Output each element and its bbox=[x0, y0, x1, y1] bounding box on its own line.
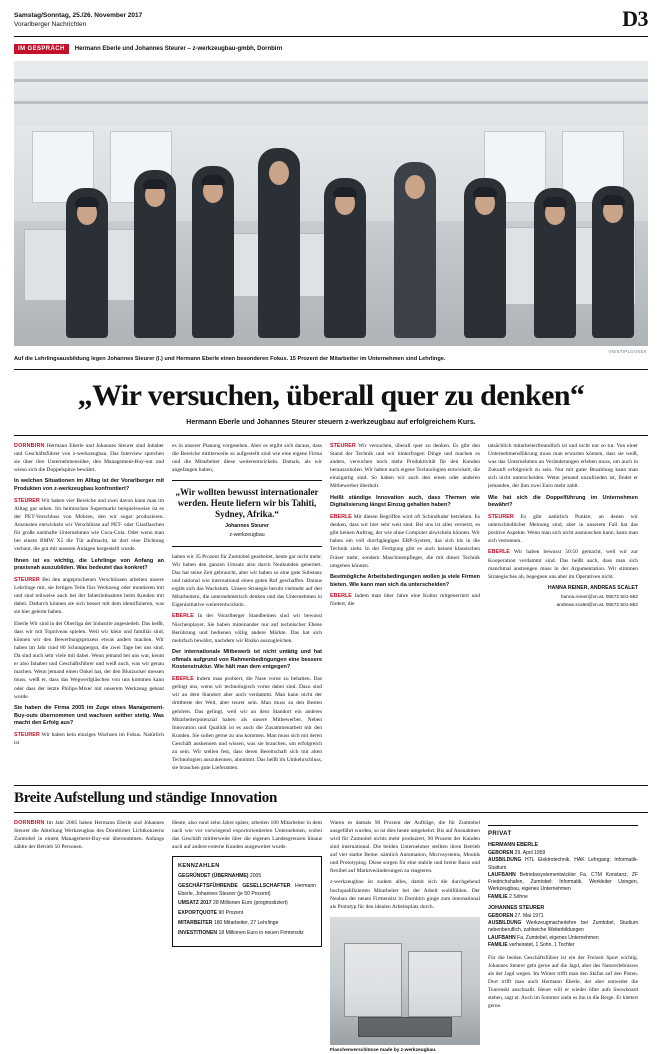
bio-key: GEBOREN bbox=[488, 850, 513, 856]
lower-column-1 bbox=[14, 819, 164, 855]
factbox-row bbox=[178, 883, 316, 898]
dateline: DORNBIRN bbox=[14, 443, 45, 449]
byline-email-2[interactable]: andreas.scalet@vn.at, 05572 501-862 bbox=[488, 602, 638, 609]
interview-question: In welchen Situationen im Alltag ist der Vorarlberger mit Produkten von z-werkzeugbau konfrontiert? bbox=[14, 478, 164, 493]
interview-question: Der internationale Mitbewerb ist nicht untätig und hat oftmals aufgrund von Rahmenbedingungen eine bessere Kostenstruktur. Wie hält man dem entgegen? bbox=[172, 649, 322, 672]
bio-key: FAMILIE bbox=[488, 942, 508, 948]
byline bbox=[488, 585, 638, 609]
speaker-label: EBERLE bbox=[330, 514, 352, 520]
bio-key: AUSBILDUNG bbox=[488, 920, 521, 926]
speaker-label: EBERLE bbox=[488, 549, 510, 555]
dateline: DORNBIRN bbox=[14, 820, 45, 826]
photo-person-cap bbox=[75, 197, 99, 207]
speaker-label: EBERLE bbox=[172, 676, 194, 682]
photo-beam bbox=[14, 101, 648, 104]
subheadline: Hermann Eberle und Johannes Steurer steuern z-werkzeugbau auf erfolgreichem Kurs. bbox=[30, 418, 632, 427]
bio-value: Fa. Zumtobel, eigenes Unternehmen bbox=[517, 935, 598, 941]
bio-line bbox=[488, 857, 638, 872]
interview-question: Heißt ständige Innovation auch, dass Themen wie Digitalisierung längst Einzug gehalten haben? bbox=[330, 495, 480, 510]
factbox-key: EXPORTQUOTE bbox=[178, 910, 217, 916]
article-column-4 bbox=[488, 442, 638, 609]
kicker-tag: IM GESPRÄCH bbox=[14, 44, 69, 54]
byline-authors: HANNA REINER, ANDREAS SCALET bbox=[548, 585, 638, 591]
speaker-label: STEURER bbox=[14, 577, 40, 583]
bio-value: 2 Söhne bbox=[509, 894, 528, 900]
bio-line bbox=[488, 913, 638, 920]
bio-value: 29. April 1959 bbox=[515, 850, 546, 856]
interview-answer: Wir haben vier Bereiche und zwei davon kann man im Alltag gut sehen. Im heimischen Supermarkt beispielsweise ist es der PET-Verschluss von Mohren, den wir sogar produzieren. Ansonsten entwickeln wir Verschlüsse auf PET- oder Glasflaschen für große namhafte Unternehmen wie Coca-Cola. Oder wenn man bei einem BMW X5 die Tür aufmacht, ist dort eine Dichtung verbaut, die gut mit unseren Anlagen hergestellt wurde. bbox=[14, 498, 164, 553]
bio-value: Betriebssystementwickler Fa. CTM Konstanz, ZF Friedrichshafen, Zumtobel: Informatik, Werkleiter Usingen, Werkzeugbau, eigenes Unternehmen bbox=[488, 872, 638, 893]
interview-answer: In der Vorarlberger Standbeinen sind wir bewusst Nischenplayer. Sie haben miteinander nur auf technischer Ebene Berührung und bedienen völlig andere Märkte. Das hat sich mehrfach bewährt, nachdem wir Risiko auszugleichen. bbox=[172, 613, 322, 643]
masthead-left bbox=[14, 12, 142, 30]
photo-person-cap bbox=[333, 187, 357, 197]
article-column-3 bbox=[330, 442, 480, 612]
speaker-label: EBERLE bbox=[330, 593, 352, 599]
photo-person-cap bbox=[201, 175, 225, 185]
secondary-photo-object bbox=[408, 951, 462, 1017]
photo-person-cap bbox=[143, 179, 167, 189]
factbox-value: 18 Millionen Euro in neuen Firmensitz bbox=[218, 930, 303, 936]
pull-quote bbox=[172, 480, 322, 546]
bio-key: LAUFBAHN bbox=[488, 872, 516, 878]
paragraph: Waren es damals 90 Prozent der Aufträge, die für Zumtobel ausgeführt wurden, so ist dies heute umgekehrt. Bis auf Ausnahmen wird für Zumtobel nichts mehr produziert, 90 Prozent der Kunden sind international. Die beiden Unternehmer stellten ihren Betrieb auf vier starke Beine: nämlich Automation, Microsystems, Moulds und Prototyping. Diese sorgen für eine stabile und breite Basis und flexibel auf Marktveränderungen zu reagieren. bbox=[330, 819, 480, 876]
interview-question: Sie haben die Firma 2005 im Zuge eines Management-Buy-outs übernommen und wachsen seither stetig. Was macht den Erfolg aus? bbox=[14, 705, 164, 728]
factbox-key: GEGRÜNDET (ÜBERNAHME) bbox=[178, 873, 248, 879]
paragraph: tatsächlich mitarbeiterfreundlich ist und nicht nur so tut. Von einer Unternehmensführung muss man erwarten können, dass sie weiß, was das Unternehmen an Veränderungen erleben muss, um auch in Zukunft erfolgreich zu sein. Nur mit guter Bezahlung kann man sich nicht unterscheiden. Wenn jemand unzufrieden ist, findet er jemanden, der ihm zwei Euro mehr zahlt. bbox=[488, 442, 638, 491]
interview-answer: Wir versuchen, überall quer zu denken. Es gibt den Stand der Technik und wir hinterfragen Dinge und machen es anders, versuchen noch mehr Produktivität für den Kunden herauszuholen. Wir haben auch eigene Technologien entwickelt, die einzigartig sind. So haben wir auch den einen oder anderen Mitbewerber überholt. bbox=[330, 443, 480, 490]
photo-beam bbox=[14, 79, 648, 82]
pull-quote-attribution-role: z-werkzeugbau bbox=[172, 532, 322, 540]
secondary-photo bbox=[330, 917, 480, 1045]
privat-title: PRIVAT bbox=[488, 830, 638, 839]
interview-answer: Eberle Wir sind in der Oberliga der Industrie angesiedelt. Das heißt, dass wir mit Topniveau spielen. Weil wir klein und familiär sind, können wir den Bewerbungsprozess etwas anders machen. Wir haben im Jahr rund 80 Schnuppergut, die zwei Tage bei uns sind. Da sind auch sehr viele mit dabei. Wenn jemand bei uns war, kennt er also Inhaber und Geschäftsführer und weiß auch, was wir genau machen. Wenn jemand einen Onkel hat, der den Blutzucker messen muss, weiß er, dass das Wegwerfgläschen von uns kommen kann oder dass der letzte Philips-Mixer mit unserem Werkzeug gebaut wurde. bbox=[14, 620, 164, 701]
factbox-row bbox=[178, 920, 316, 927]
bio-line bbox=[488, 850, 638, 857]
byline-email-1[interactable]: hanna.reiner@vn.at, 05572 501-682 bbox=[488, 594, 638, 601]
lower-column-2 bbox=[172, 819, 322, 947]
factbox-key: UMSATZ 2017 bbox=[178, 900, 212, 906]
paragraph: z-werkzeugbau ist zudem alles, damit sich die durchgehend hochqualifizierten Mitarbeiter bei der Arbeit wohlfühlen. Der Neubau der neuen Firmensitz in Dornbirn ginge zum international als Prototyp für den idealen Arbeitsplatz durch. bbox=[330, 878, 480, 911]
factbox bbox=[172, 856, 322, 947]
photo-credit: VN/STIPLOVSEK bbox=[608, 349, 647, 354]
factbox-row bbox=[178, 873, 316, 880]
lower-column-3 bbox=[330, 819, 480, 1054]
pull-quote-text: „Wir wollten bewusst internationaler werden. Heute liefern wir bis Tahiti, Sydney, Afrika.“ bbox=[172, 487, 322, 519]
interview-question: Wie hat sich die Doppelführung im Unternehmen bewährt? bbox=[488, 495, 638, 510]
interview-answer: Indem man über Jahre eine Kultur mitgenerriert und fördert, die bbox=[330, 593, 480, 607]
photo-person-head bbox=[405, 175, 425, 199]
privat-box bbox=[488, 825, 638, 1011]
interview-question: Ihnen ist es wichtig, die Lehrlinge von Anfang an praxisnah auszubilden. Was bedeutet das konkret? bbox=[14, 558, 164, 573]
speaker-label: STEURER bbox=[14, 498, 40, 504]
interview-question: Bestmögliche Arbeitsbedingungen wollen ja viele Firmen bieten. Wie kann man sich da unterscheiden? bbox=[330, 574, 480, 589]
interview-answer: Es gibt natürlich Punkte, an denen wir unterschiedlicher Meinung sind, aber in unserem Fall hat das positive Aspekte. Wenn man sich nicht austauschen kann, kann man sich verrennen. bbox=[488, 514, 638, 544]
factbox-row bbox=[178, 910, 316, 917]
interview-answer: Bei den angeprochenen Verschlüssen arbeiten unsere Lehrlinge mit, sie fertigen Teile fürs Werkzeug oder montieren mit und sind teilweise auch bei der Inbetriebnahme beim Kunden mit dabei. Dadurch können sie sich besser mit dem identifizieren, was sie hier gelernt haben. bbox=[14, 577, 164, 616]
secondary-headline: Breite Aufstellung und ständige Innovation bbox=[14, 790, 648, 807]
bio-key: FAMILIE bbox=[488, 894, 508, 900]
speaker-label: STEURER bbox=[330, 443, 356, 449]
lead-paragraph: Hermann Eberle und Johannes Steurer sind Inhaber und Geschäftsführer von z-werkzeugbau. Das Interview sprechen sie über ihre Unternehmensidee, den Management-Buy-out und wieso sich die Doppelspitze bewährt. bbox=[14, 443, 164, 473]
bio-value: 27. Mai 1971 bbox=[515, 913, 544, 919]
paragraph: es in unserer Planung vorgesehen. Aber es ergibt sich daraus, dass die Bereiche mittlerweile so aufgestellt sind wie eine eigene Firma und die Mitarbeiter diese weiterentwickeln. Damals, als wir angefangen haben, bbox=[172, 442, 322, 475]
secondary-headline-band bbox=[14, 785, 648, 813]
bio-key: GEBOREN bbox=[488, 913, 513, 919]
bio-line bbox=[488, 920, 638, 935]
factbox-value: 2005 bbox=[250, 873, 261, 879]
photo-person-cap bbox=[473, 187, 497, 197]
article-column-2 bbox=[172, 442, 322, 776]
bio-line bbox=[488, 942, 638, 949]
bio-key: LAUFBAHN bbox=[488, 935, 516, 941]
bio-value: verheiratet, 1 Sohn, 1 Tochter bbox=[509, 942, 575, 948]
factbox-key: GESCHÄFTSFÜHRENDE GESELLSCHAFTER bbox=[178, 883, 290, 889]
masthead bbox=[0, 0, 662, 34]
section-kicker bbox=[14, 44, 648, 54]
privat-closing-text: Für die beiden Geschäftsführer ist ein der Freizeit Sport wichtig. Johannes Steurer geht gerne auf die Jagd, aber des Naturerlebnisses als der Jagd wegen. Im Winter trifft man den Skifan auf den Pisten. Dort trifft man auch Hermann Eberle, der aber entweder die Tourenski anschnallt. Heuer will er wieder öfter aufs Snowboard stehen, sagt er. Auch im Sommer zieht es ihn in die Berge. Er klettert gerne. bbox=[488, 954, 638, 1010]
factbox-value: 90 Prozent bbox=[218, 910, 243, 916]
paragraph: Heute, also rund zehn Jahre später, arbeiten 180 Mitarbeiter in dem nach wie vor vorwiegend exportorientierten Unternehmen, wobei das Geschäft mittlerweile über die eigenen Landesgrenzen hinaus auch auf andere externe Kunden ausgeweitet wurde. bbox=[172, 819, 322, 852]
lower-columns bbox=[14, 819, 648, 1054]
paragraph: Im Jahr 2005 haben Hermann Eberle und Johannes Steurer die Abteilung Werkzeugbau des Dornbirner Lichtkonzerns Zumtobel in einem Management-Buy-out übernommen. Anfangs zählte der Betrieb 50 Personen. bbox=[14, 820, 164, 850]
page-title: „Wir versuchen, überall quer zu denken“ bbox=[14, 381, 648, 412]
article-column-1 bbox=[14, 442, 164, 750]
article-columns bbox=[14, 442, 648, 776]
bio-key: AUSBILDUNG bbox=[488, 857, 521, 863]
lead-photo-wrapper bbox=[14, 61, 648, 346]
factbox-value: 180 Mitarbeiter, 27 Lehrlinge bbox=[214, 920, 279, 926]
photo-ceiling bbox=[14, 61, 648, 125]
kicker-text: Hermann Eberle und Johannes Steurer – z-werkzeugbau-gmbh, Dornbirn bbox=[75, 46, 283, 52]
factbox-value: 28 Millionen Euro (prognostiziert) bbox=[213, 900, 288, 906]
factbox-value: Hermann Eberle, Johannes Steurer (je 50 Prozent) bbox=[178, 883, 316, 896]
masthead-divider bbox=[14, 36, 648, 37]
lower-column-4 bbox=[488, 819, 638, 1011]
bio-line bbox=[488, 935, 638, 942]
speaker-label: EBERLE bbox=[172, 613, 194, 619]
bio-name: JOHANNES STEURER bbox=[488, 905, 638, 913]
secondary-photo-caption: Flaschenverschlüsse made by z-werkzeugbau. bbox=[330, 1048, 480, 1054]
photo-person-cap bbox=[543, 197, 567, 207]
interview-answer: Indem man probiert, die Nase vorne zu behalten. Das gelingt uns, wenn wir technologisch vorne dabei sind. Dazu sind wir an dem Standort aber auch verdammt. Man kann nicht der drittbeste der Welt, aber teurer sein. Man muss zu den Besten gehören. Das gelingt, weil wir an dem Standort ein anderes Mitarbeiterpotenzial haben als unsere Mitbewerber. Neben Innovation und Qualität ist es auch die Zusammenarbeit mit den Kunden. Sie sollen gerne zu uns kommen. Man muss sich mit deren Geschäft auskennen und wissen, was sie brauchen, um erfolgreich zu sein. Wir stellen fest, dass deren Bereitschaft sich mit alten Technologien auszukennen, abnimmt. Das heißt im Umkehrschluss, sie brauchen gute Lieferanten. bbox=[172, 676, 322, 771]
paragraph: haben wir 35 Prozent für Zumtobel gearbeitet, heute gar nicht mehr. Wir haben den ganzen Umsatz also durch Neukunden generiert. Das hat seine Zeit gebraucht, aber wir haben so eine gute Substanz und national wie international einen guten Ruf geschaffen. Daraus ergibt sich das Wachstum. Unsere Strategie beruht vielmehr auf den Mitarbeitern, die unternehmerisch denken und das Unternehmen in Eigeninitiative weiterentwickeln. bbox=[172, 553, 322, 610]
photo-caption: Auf die Lehrlingsausbildung legen Johannes Steurer (l.) und Hermann Eberle einen besonderen Fokus. 15 Prozent der Mitarbeiter im Unternehmen sind Lehrlinge. bbox=[14, 356, 648, 370]
factbox-key: INVESTITIONEN bbox=[178, 930, 217, 936]
secondary-photo-object bbox=[344, 943, 402, 1017]
factbox-row bbox=[178, 900, 316, 907]
page-number: D3 bbox=[622, 8, 648, 30]
secondary-photo-base bbox=[358, 1017, 452, 1037]
factbox-key: MITARBEITER bbox=[178, 920, 212, 926]
interview-answer: Wir haben bewusst 50:50 gemacht, weil wir zur Kooperation verdammt sind. Das heißt auch, dass man sich manchmal anstrengen muss in der Argumentation. Wir stimmen Strategisches ab, begegnen uns aber im Operativen nicht. bbox=[488, 549, 638, 579]
lead-photo bbox=[14, 61, 648, 346]
factbox-row bbox=[178, 930, 316, 937]
speaker-label: STEURER bbox=[488, 514, 514, 520]
subheadline-divider bbox=[14, 435, 648, 436]
bio-line bbox=[488, 872, 638, 894]
speaker-label: STEURER bbox=[14, 732, 40, 738]
bio-value: Werkzeugmacherlehre bei Zumtobel, Studium nebenberuflich, zahlreiche Weiterbildungen bbox=[488, 920, 638, 933]
pull-quote-attribution-name: Johannes Steurer bbox=[172, 523, 322, 531]
photo-person-cap bbox=[601, 195, 625, 205]
photo-person-head bbox=[269, 161, 289, 185]
bio-value: HTL Elektrotechnik, HAK Lehrgang; Informatik-Studium bbox=[488, 857, 638, 870]
publication-name: Vorarlberger Nachrichten bbox=[14, 21, 142, 30]
interview-answer: Mit diesen Begriffen wird oft Schindluder betrieben. Es denken, dass wir hier sehr weit sind. Bei uns ist alles vernetzt, es gibt keinen Auftrag, der wie ohne Computer abwickeln können. Wir haben ein voll durchgängiges ERP-System, das sich bis in die Technik zieht. In der Fertigung gibt es auch keinen klassischen Fräser mehr, sondern Maschinenpfleger, die mit dieser Technik umgehen können. bbox=[330, 514, 480, 569]
publication-date: Samstag/Sonntag, 25./26. November 2017 bbox=[14, 12, 142, 21]
bio-name: HERMANN EBERLE bbox=[488, 842, 638, 850]
factbox-title: KENNZAHLEN bbox=[178, 862, 316, 870]
interview-answer: Wir haben kein einziges Wachsen im Fokus. Natürlich ist bbox=[14, 732, 164, 746]
bio-line bbox=[488, 894, 638, 901]
